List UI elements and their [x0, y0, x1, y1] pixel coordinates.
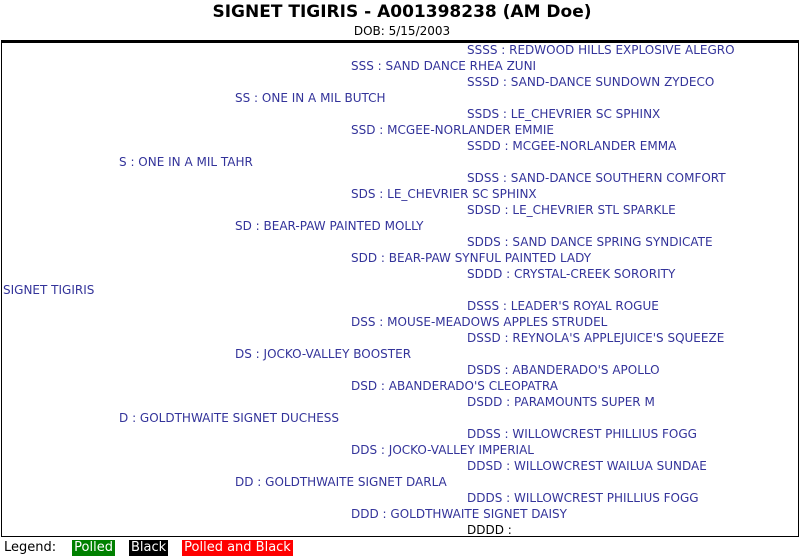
entry-code: DD — [235, 475, 254, 489]
entry-separator: : — [377, 251, 389, 265]
pedigree-entry-sssd — [467, 75, 714, 89]
entry-separator: : — [375, 123, 388, 137]
entry-separator: : — [499, 299, 511, 313]
pedigree-entry-ssds — [467, 107, 660, 121]
entry-name: ONE IN A MIL TAHR — [138, 155, 253, 169]
entry-name: WILLOWCREST WAILUA SUNDAE — [514, 459, 707, 473]
entry-code: DSD — [351, 379, 378, 393]
pedigree-entry-sss — [351, 59, 536, 73]
pedigree-entry-sd — [235, 219, 424, 233]
entry-code: SSDS — [467, 107, 500, 121]
pedigree-entry-dssd — [467, 331, 724, 345]
entry-code: D — [119, 411, 129, 425]
entry-code: SSSD — [467, 75, 500, 89]
pedigree-entry-dd — [235, 475, 447, 489]
pedigree-entry-sdds — [467, 235, 713, 249]
entry-name: WILLOWCREST PHILLIUS FOGG — [514, 491, 699, 505]
legend — [2, 540, 293, 556]
entry-name: JOCKO-VALLEY IMPERIAL — [388, 443, 534, 457]
entry-name: JOCKO-VALLEY BOOSTER — [263, 347, 412, 361]
entry-separator: : — [251, 347, 264, 361]
entry-separator: : — [251, 219, 264, 233]
entry-code: DDS — [351, 443, 378, 457]
entry-code: DSSD — [467, 331, 501, 345]
pedigree-entry-sdss — [467, 171, 726, 185]
legend-label: Legend: — [4, 540, 57, 555]
pedigree-entry-ssdd — [467, 139, 676, 153]
entry-name: ONE IN A MIL BUTCH — [261, 91, 386, 105]
entry-separator: : — [500, 139, 513, 153]
entry-name: SAND DANCE SPRING SYNDICATE — [512, 235, 713, 249]
entry-code: DDSD — [467, 459, 503, 473]
pedigree-entry-ddds — [467, 491, 699, 505]
entry-separator: : — [502, 395, 515, 409]
entry-name: LE_CHEVRIER SC SPHINX — [387, 187, 537, 201]
entry-name: LE_CHEVRIER SC SPHINX — [510, 107, 661, 121]
pedigree-entry-dsd — [351, 379, 558, 393]
entry-separator: : — [375, 315, 388, 329]
entry-code: SSDD — [467, 139, 501, 153]
pedigree-entry-dsds — [467, 363, 660, 377]
entry-name: BEAR-PAW SYNFUL PAINTED LADY — [388, 251, 592, 265]
pedigree-entry-sdd — [351, 251, 591, 265]
date-of-birth: DOB: 5/15/2003 — [353, 24, 451, 38]
pedigree-entry-sds — [351, 187, 537, 201]
entry-name: MCGEE-NORLANDER EMMA — [512, 139, 677, 153]
entry-name: REYNOLA'S APPLEJUICE'S SQUEEZE — [512, 331, 725, 345]
pedigree-entry-dds — [351, 443, 534, 457]
entry-code: SDD — [351, 251, 378, 265]
entry-name: SAND DANCE RHEA ZUNI — [385, 59, 537, 73]
entry-code: DDD — [351, 507, 379, 521]
entry-name: LE_CHEVRIER STL SPARKLE — [512, 203, 676, 217]
entry-name: CRYSTAL-CREEK SORORITY — [514, 267, 676, 281]
entry-code: SDSD — [467, 203, 501, 217]
entry-code: SDDD — [467, 267, 503, 281]
pedigree-entry-sdsd — [467, 203, 676, 217]
pedigree-entry-s — [119, 155, 253, 169]
pedigree-entry-dsss — [467, 299, 659, 313]
entry-separator: : — [497, 43, 510, 57]
entry-code: DDDD — [467, 523, 504, 537]
entry-separator: : — [250, 91, 262, 105]
entry-name: LEADER'S ROYAL ROGUE — [510, 299, 659, 313]
entry-separator: : — [500, 203, 513, 217]
entry-separator: : — [499, 171, 511, 185]
pedigree-entry-ddd — [351, 507, 567, 521]
entry-name: BEAR-PAW PAINTED MOLLY — [263, 219, 424, 233]
entry-code: DSDS — [467, 363, 501, 377]
entry-separator: : — [377, 443, 389, 457]
entry-code: DDDS — [467, 491, 503, 505]
entry-separator: : — [499, 107, 511, 121]
pedigree-entry-ddss — [467, 427, 697, 441]
entry-code: SSD — [351, 123, 376, 137]
entry-name: SAND-DANCE SUNDOWN ZYDECO — [510, 75, 715, 89]
pedigree-entry-ddsd — [467, 459, 707, 473]
pedigree-entry-dddd — [467, 523, 512, 537]
entry-separator: : — [502, 267, 515, 281]
entry-separator: : — [499, 75, 511, 89]
entry-code: DDSS — [467, 427, 501, 441]
pedigree-entry-ssd — [351, 123, 554, 137]
entry-code: SDSS — [467, 171, 500, 185]
entry-code: SD — [235, 219, 252, 233]
entry-name: SIGNET TIGIRIS — [3, 283, 95, 297]
entry-code: DSDD — [467, 395, 503, 409]
entry-separator: : — [253, 475, 266, 489]
entry-name: SAND-DANCE SOUTHERN COMFORT — [510, 171, 726, 185]
entry-name: PARAMOUNTS SUPER M — [514, 395, 655, 409]
pedigree-entry-subject — [3, 283, 94, 297]
legend-black: Black — [130, 540, 167, 555]
entry-separator: : — [500, 235, 513, 249]
entry-code: SS — [235, 91, 251, 105]
entry-name: ABANDERADO'S CLEOPATRA — [388, 379, 558, 393]
entry-name: GOLDTHWAITE SIGNET DARLA — [265, 475, 447, 489]
entry-code: SDS — [351, 187, 376, 201]
entry-name: GOLDTHWAITE SIGNET DAISY — [390, 507, 567, 521]
entry-code: DSSS — [467, 299, 500, 313]
pedigree-entry-ds — [235, 347, 411, 361]
entry-separator: : — [503, 523, 512, 537]
pedigree-entry-dsdd — [467, 395, 655, 409]
legend-polled-and-black: Polled and Black — [184, 540, 291, 555]
entry-name: ABANDERADO'S APOLLO — [512, 363, 660, 377]
entry-separator: : — [377, 379, 389, 393]
entry-separator: : — [378, 507, 391, 521]
entry-separator: : — [500, 363, 513, 377]
entry-code: SDDS — [467, 235, 501, 249]
entry-separator: : — [500, 331, 513, 345]
entry-code: SSS — [351, 59, 374, 73]
pedigree-entry-sddd — [467, 267, 675, 281]
entry-separator: : — [126, 155, 139, 169]
entry-separator: : — [502, 459, 515, 473]
page-title: SIGNET TIGIRIS - A001398238 (AM Doe) — [212, 2, 592, 22]
entry-separator: : — [373, 59, 386, 73]
pedigree-entry-dss — [351, 315, 607, 329]
pedigree-entry-ss — [235, 91, 386, 105]
entry-name: GOLDTHWAITE SIGNET DUCHESS — [139, 411, 340, 425]
entry-separator: : — [128, 411, 140, 425]
entry-name: REDWOOD HILLS EXPLOSIVE ALEGRO — [509, 43, 735, 57]
entry-name: MCGEE-NORLANDER EMMIE — [387, 123, 554, 137]
entry-code: DS — [235, 347, 252, 361]
entry-name: MOUSE-MEADOWS APPLES STRUDEL — [387, 315, 608, 329]
entry-code: S — [119, 155, 127, 169]
entry-separator: : — [375, 187, 388, 201]
legend-polled: Polled — [74, 540, 113, 555]
pedigree-entry-d — [119, 411, 339, 425]
entry-separator: : — [500, 427, 513, 441]
entry-separator: : — [502, 491, 515, 505]
entry-name: WILLOWCREST PHILLIUS FOGG — [512, 427, 697, 441]
entry-code: DSS — [351, 315, 376, 329]
pedigree-entry-ssss — [467, 43, 735, 57]
entry-code: SSSS — [467, 43, 498, 57]
